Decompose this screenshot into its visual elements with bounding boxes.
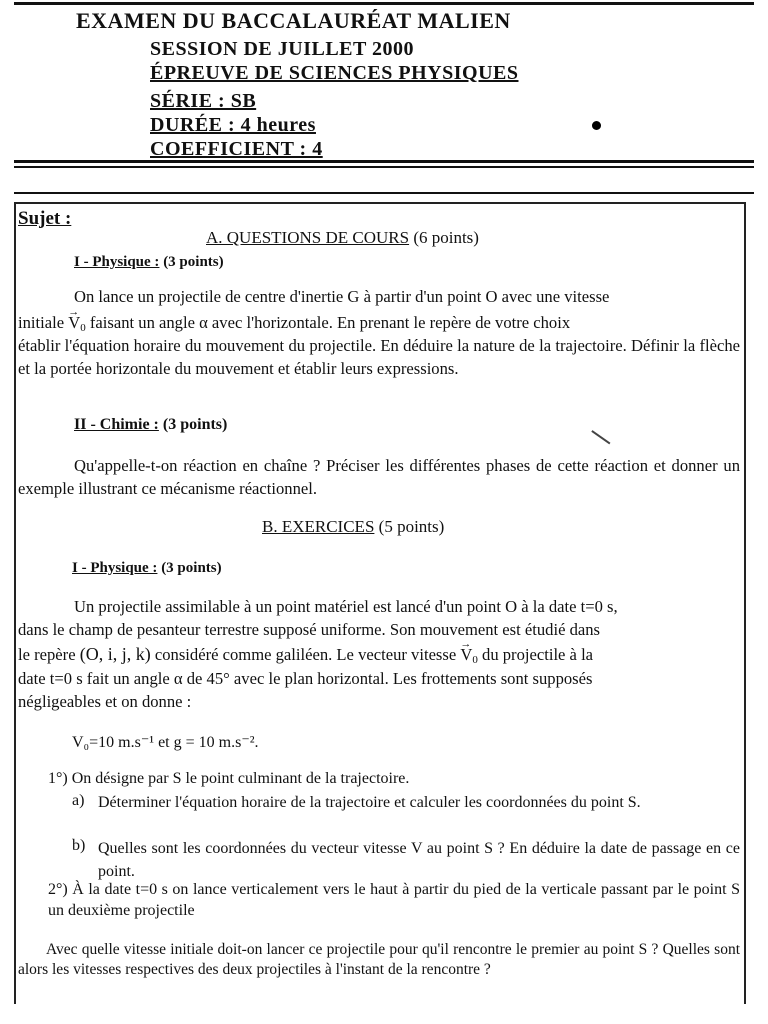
givens-line: V₀=10 m.s⁻¹ et g = 10 m.s⁻². xyxy=(72,734,259,751)
a-physique-line-2-rest: faisant un angle α avec l'horizontale. En prenant le repère de votre choix xyxy=(89,313,571,332)
a-chimie-title: II - Chimie : xyxy=(74,416,159,433)
exam-title: EXAMEN DU BACCALAURÉAT MALIEN xyxy=(76,8,511,33)
a-chimie-heading xyxy=(74,416,227,434)
question-1: 1°) On désigne par S le point culminant de la trajectoire. xyxy=(48,770,410,787)
question-3: Avec quelle vitesse initiale doit-on lancer ce projectile pour qu'il rencontre le premier au point S ? Quelles sont alors les vitesses respectives des deux projectiles à l'instant de la rencontre ? xyxy=(18,941,740,978)
section-a-points: (6 points) xyxy=(413,228,479,247)
a-physique-heading xyxy=(74,254,224,271)
duree-line: DURÉE : 4 heures xyxy=(150,114,316,136)
b-physique-line-5: négligeables et on donne : xyxy=(18,692,192,711)
section-b-points: (5 points) xyxy=(378,517,445,536)
a-physique-points: (3 points) xyxy=(163,254,224,270)
a-physique-title: I - Physique : xyxy=(74,254,160,270)
a-physique-rest: établir l'équation horaire du mouvement du projectile. En déduire la nature de la trajectoire. Définir la flèche et la portée horizontale du mouvement et établir leurs expressions. xyxy=(18,336,740,378)
top-rule xyxy=(14,2,754,5)
ink-dot xyxy=(592,121,601,130)
header-bottom-rule xyxy=(14,160,754,163)
b-physique-title: I - Physique : xyxy=(72,560,158,576)
v0-vector-b: → $V_0$ xyxy=(460,644,477,671)
header-bottom-rule-2 xyxy=(14,166,754,168)
b-physique-points: (3 points) xyxy=(161,560,222,576)
b-physique-line-3 xyxy=(18,643,740,671)
question-2: 2°) À la date t=0 s on lance verticalement vers le haut à partir du pied de la verticale passant par le point S un deuxième projectile xyxy=(48,881,740,919)
q1b-label: b) xyxy=(72,837,86,854)
q1b-text: Quelles sont les coordonnées du vecteur vitesse V au point S ? En déduire la date de passage en ce point. xyxy=(98,840,740,880)
initiale-word: initiale xyxy=(18,313,65,332)
a-chimie-points: (3 points) xyxy=(162,416,228,433)
repere-word: le repère xyxy=(18,645,76,664)
q1a-text: Déterminer l'équation horaire de la trajectoire et calculer les coordonnées du point S. xyxy=(98,794,641,811)
projectile-text: du projectile à la xyxy=(482,645,594,664)
b-physique-line-1: Un projectile assimilable à un point matériel est lancé d'un point O à la date t=0 s, xyxy=(74,597,618,616)
epreuve-line: ÉPREUVE DE SCIENCES PHYSIQUES xyxy=(150,62,519,84)
section-a-title: A. QUESTIONS DE COURS xyxy=(206,228,410,247)
b-physique-line-4: date t=0 s fait un angle α de 45° avec le plan horizontal. Les frottements sont supposés xyxy=(18,669,593,688)
a-physique-line-1: On lance un projectile de centre d'inertie G à partir d'un point O avec une vitesse xyxy=(74,287,610,306)
b-physique-heading xyxy=(72,560,222,577)
session-line: SESSION DE JUILLET 2000 xyxy=(150,38,414,60)
a-chimie-text: Qu'appelle-t-on réaction en chaîne ? Préciser les différentes phases de cette réaction et donner un exemple illustrant ce mécanisme réactionnel. xyxy=(18,456,740,498)
box-top-rule xyxy=(14,192,754,194)
v0-vector: → $V_0$ xyxy=(68,312,85,339)
b-physique-line-2: dans le champ de pesanteur terrestre supposé uniforme. Son mouvement est étudié dans xyxy=(18,620,600,639)
q1a-label: a) xyxy=(72,792,85,809)
repere-notation: (O, i, j, k) xyxy=(79,644,151,664)
sujet-label: Sujet : xyxy=(18,208,72,229)
coefficient-line: COEFFICIENT : 4 xyxy=(150,138,323,160)
section-b-heading xyxy=(262,517,444,537)
serie-line: SÉRIE : SB xyxy=(150,90,257,112)
galileen-text: considéré comme galiléen. Le vecteur vitesse xyxy=(154,645,457,664)
section-a-heading xyxy=(206,228,479,248)
section-b-title: B. EXERCICES xyxy=(262,517,375,536)
